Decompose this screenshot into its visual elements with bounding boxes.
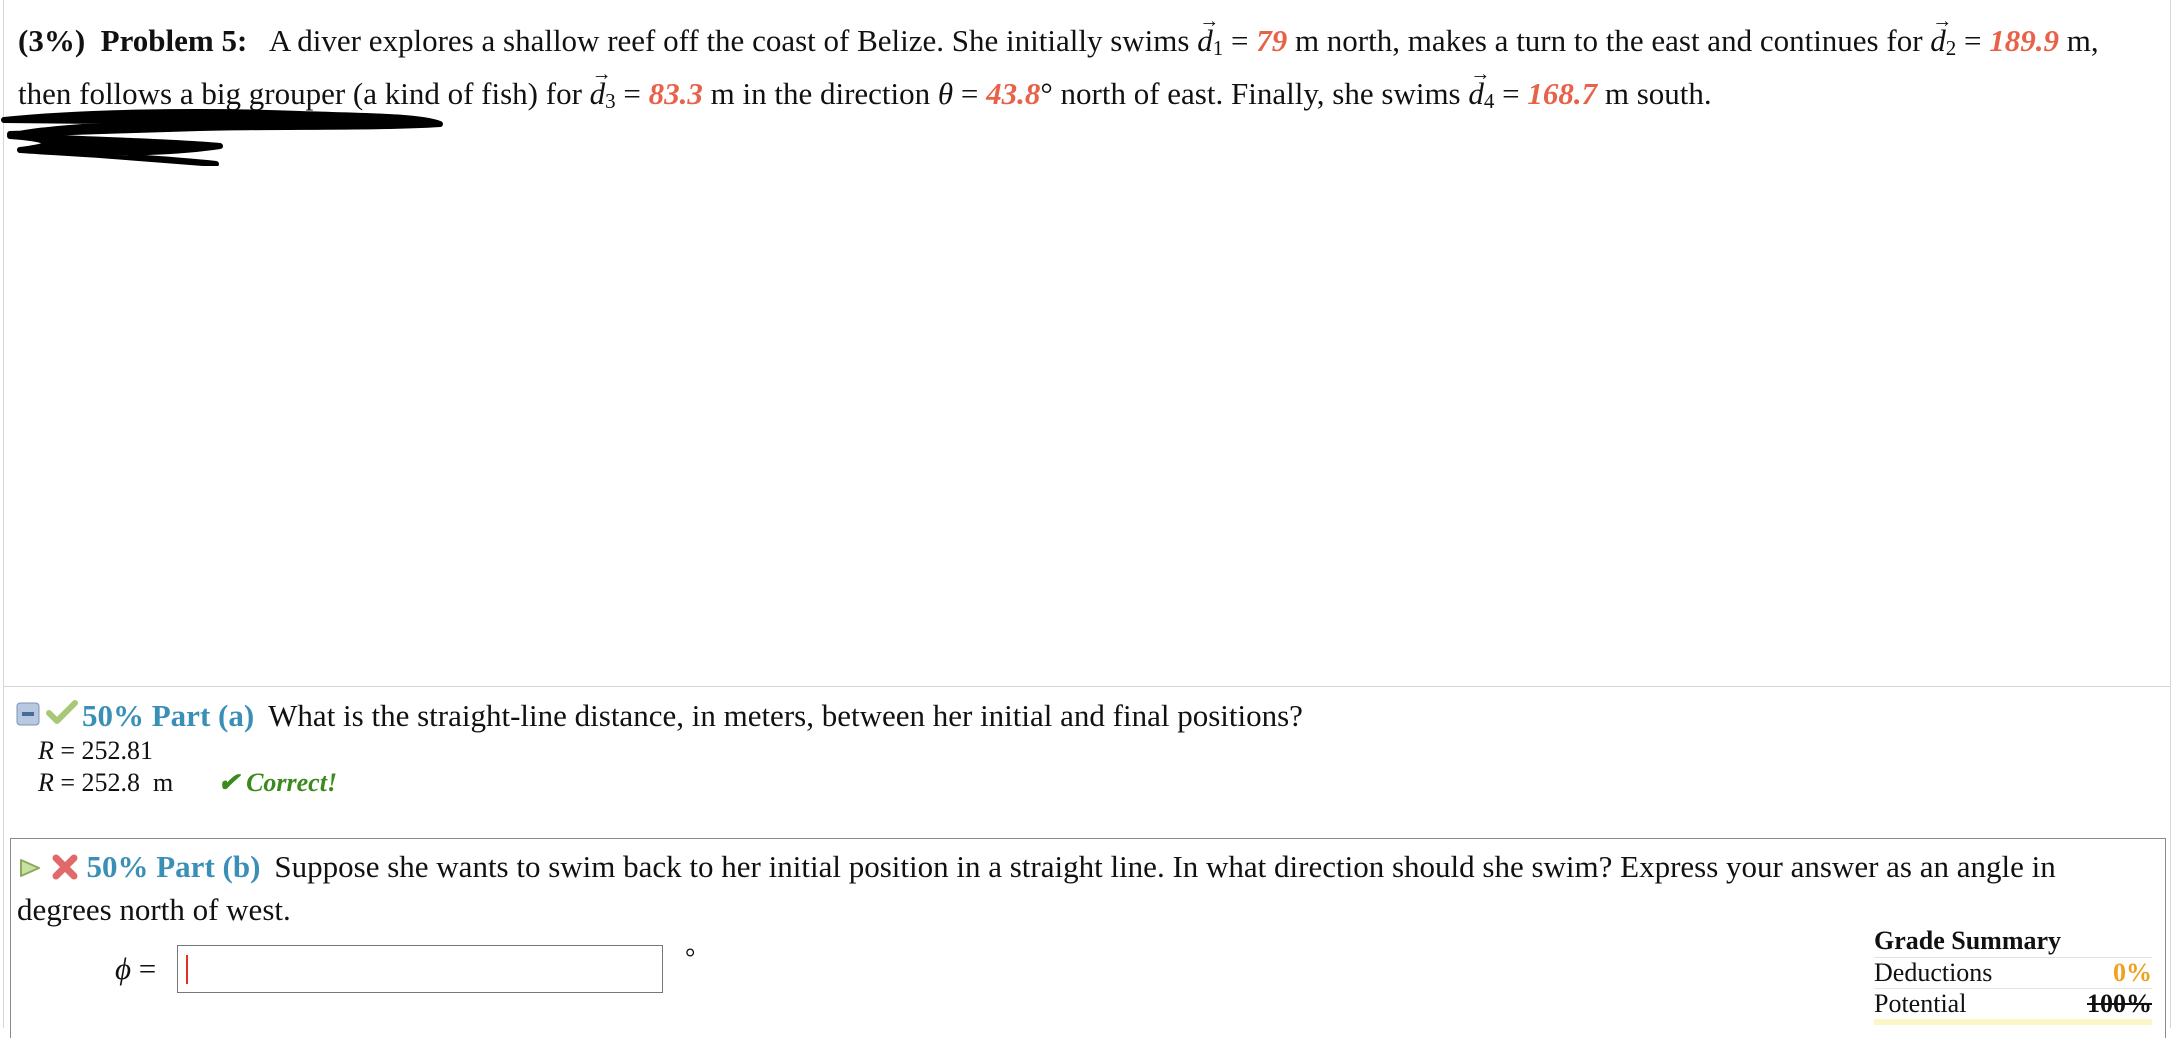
- value-theta: 43.8: [986, 76, 1041, 111]
- problem-text-6: m south.: [1604, 76, 1712, 111]
- part-a: [16, 696, 2156, 797]
- part-b-header: [17, 847, 2147, 930]
- part-a-header: [16, 696, 2156, 736]
- part-a-question: What is the straight-line distance, in meters, between her initial and final positions?: [268, 698, 1303, 733]
- grade-summary: [1874, 925, 2152, 1025]
- answer-input[interactable]: [177, 945, 663, 993]
- problem-text-5: ° north of east. Finally, she swims: [1040, 76, 1461, 111]
- vector-d4: → $d_4$: [1468, 71, 1494, 124]
- problem-statement: (3%) Problem 5: A diver explores a shallow reef off the coast of Belize. She initially swims → $d_1 = 79$ m north, makes a turn to the east and continues for → $d_2 = 189.9$ m, then follows a big grouper (a kind of fish) for → $d_3 = 83.3$ m in the direction θ = 43.8° north of east. Finally, she swims → $d_4 = 168.7$ m south.: [18, 18, 2158, 124]
- part-b-question: Suppose she wants to swim back to her initial position in a straight line. In what direction should she swim? Express your answer as an angle in degrees north of west.: [17, 849, 2056, 927]
- grade-summary-bar: [1874, 1019, 2152, 1025]
- part-a-raw-answer: R = 252.81: [38, 736, 154, 765]
- part-a-label: 50% Part (a): [82, 698, 255, 733]
- deductions-row: Deductions 0%: [1874, 958, 2152, 987]
- answer-variable: ϕ =: [115, 951, 157, 986]
- potential-value: 100%: [2087, 989, 2152, 1018]
- check-icon: [46, 696, 78, 736]
- section-divider: [3, 686, 2171, 687]
- deductions-value: 0%: [2113, 958, 2152, 987]
- value-d4: 168.7: [1527, 76, 1598, 111]
- degree-unit: °: [685, 943, 696, 972]
- theta-symbol: θ: [937, 76, 954, 111]
- value-d3: 83.3: [648, 76, 703, 111]
- problem-intro: A diver explores a shallow reef off the coast of Belize. She initially swims: [268, 23, 1190, 58]
- grade-summary-title: Grade Summary: [1874, 926, 2062, 955]
- problem-text-4: m in the direction: [710, 76, 931, 111]
- text-caret: [186, 955, 188, 984]
- incorrect-x-icon: [51, 850, 79, 890]
- value-d1: 79: [1256, 23, 1288, 58]
- correct-status: ✔ Correct!: [217, 768, 338, 797]
- problem-text-3: m, then follows a big grouper (a kind of fish) for: [18, 23, 2099, 111]
- expand-arrow-icon[interactable]: [17, 850, 43, 890]
- vector-d2: → $d_2$: [1930, 18, 1956, 71]
- problem-text-2: m north, makes a turn to the east and continues for: [1294, 23, 1923, 58]
- problem-label: Problem 5:: [100, 23, 248, 58]
- collapse-icon[interactable]: [16, 696, 42, 736]
- part-b: [10, 838, 2166, 1038]
- value-d2: 189.9: [1989, 23, 2060, 58]
- potential-row: Potential 100%: [1874, 989, 2152, 1018]
- problem-weight: (3%): [18, 23, 86, 58]
- vector-d1: → $d_1$: [1197, 18, 1223, 71]
- part-a-final-answer: R = 252.8 m ✔ Correct!: [38, 768, 338, 797]
- vector-d3: → $d_3$: [590, 71, 616, 124]
- part-b-label: 50% Part (b): [86, 849, 261, 884]
- redaction-scribble: [0, 106, 450, 166]
